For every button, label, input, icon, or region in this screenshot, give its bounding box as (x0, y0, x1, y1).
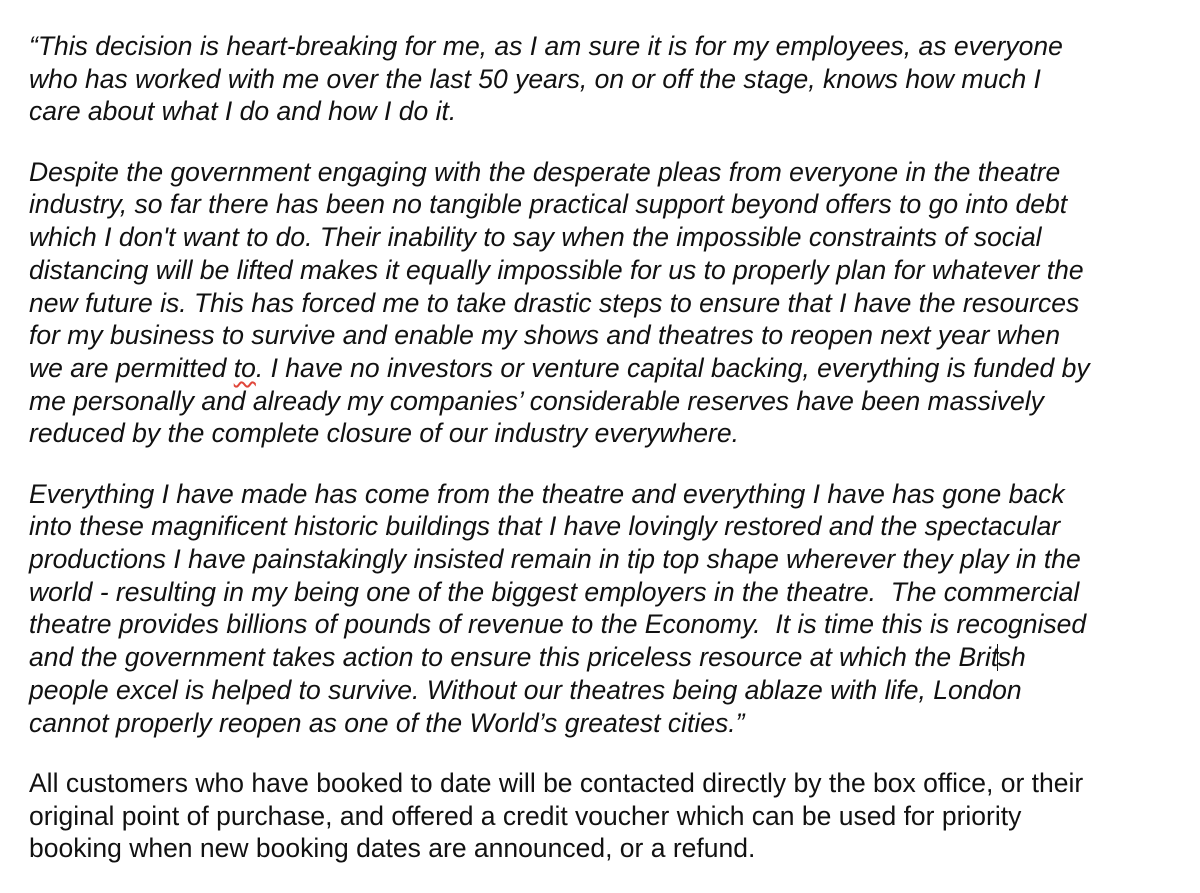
text-segment: and the government takes action to ensure this priceless resource at which the Brit (29, 642, 999, 673)
text-line: world - resulting in my being one of the biggest employers in the theatre. The commercial (29, 576, 1080, 607)
document-body[interactable] (29, 30, 1189, 893)
text-line: Everything I have made has come from the theatre and everything I have has gone back (29, 478, 1065, 509)
text-line: for my business to survive and enable my shows and theatres to reopen next year when (29, 320, 1061, 351)
text-line: “This decision is heart-breaking for me, as I am sure it is for my employees, as everyone (29, 31, 1063, 61)
text-segment: we are permitted (29, 352, 234, 383)
text-line: which I don't want to do. Their inability to say when the impossible constraints of social (29, 222, 1042, 253)
text-line: original point of purchase, and offered a credit voucher which can be used for priority (29, 800, 1022, 831)
quote-paragraph-1 (29, 30, 1189, 128)
text-line: All customers who have booked to date will be contacted directly by the box office, or their (29, 767, 1084, 798)
text-line: into these magnificent historic buildings that I have lovingly restored and the spectacular (29, 511, 1061, 542)
text-line: theatre provides billions of pounds of revenue to the Economy. It is time this is recognised (29, 609, 1087, 640)
text-line: cannot properly reopen as one of the World’s greatest cities.” (29, 707, 745, 738)
text-line: who has worked with me over the last 50 years, on or off the stage, knows how much I (29, 63, 1041, 94)
text-line: people excel is helped to survive. Without our theatres being ablaze with life, London (29, 674, 1022, 705)
text-line: new future is. This has forced me to take drastic steps to ensure that I have the resources (29, 287, 1080, 318)
text-line (29, 641, 1189, 674)
text-line: industry, so far there has been no tangible practical support beyond offers to go into debt (29, 189, 1068, 220)
text-segment: . I have no investors or venture capital backing, everything is funded by (255, 352, 1090, 383)
text-line: Despite the government engaging with the desperate pleas from everyone in the theatre (29, 156, 1061, 187)
text-line: reduced by the complete closure of our industry everywhere. (29, 418, 739, 449)
closing-paragraph (29, 767, 1189, 865)
text-line (29, 352, 1189, 385)
text-line: distancing will be lifted makes it equally impossible for us to properly plan for whatever the (29, 254, 1084, 285)
text-line: booking when new booking dates are announced, or a refund. (29, 833, 756, 864)
text-line: me personally and already my companies’ considerable reserves have been massively (29, 385, 1044, 416)
quote-paragraph-2 (29, 156, 1189, 450)
text-line: productions I have painstakingly insisted remain in tip top shape wherever they play in the (29, 544, 1081, 575)
quote-paragraph-3 (29, 478, 1189, 740)
text-line: care about what I do and how I do it. (29, 96, 457, 127)
text-segment: sh (997, 642, 1026, 673)
spelling-flag-word[interactable]: to (233, 352, 256, 383)
